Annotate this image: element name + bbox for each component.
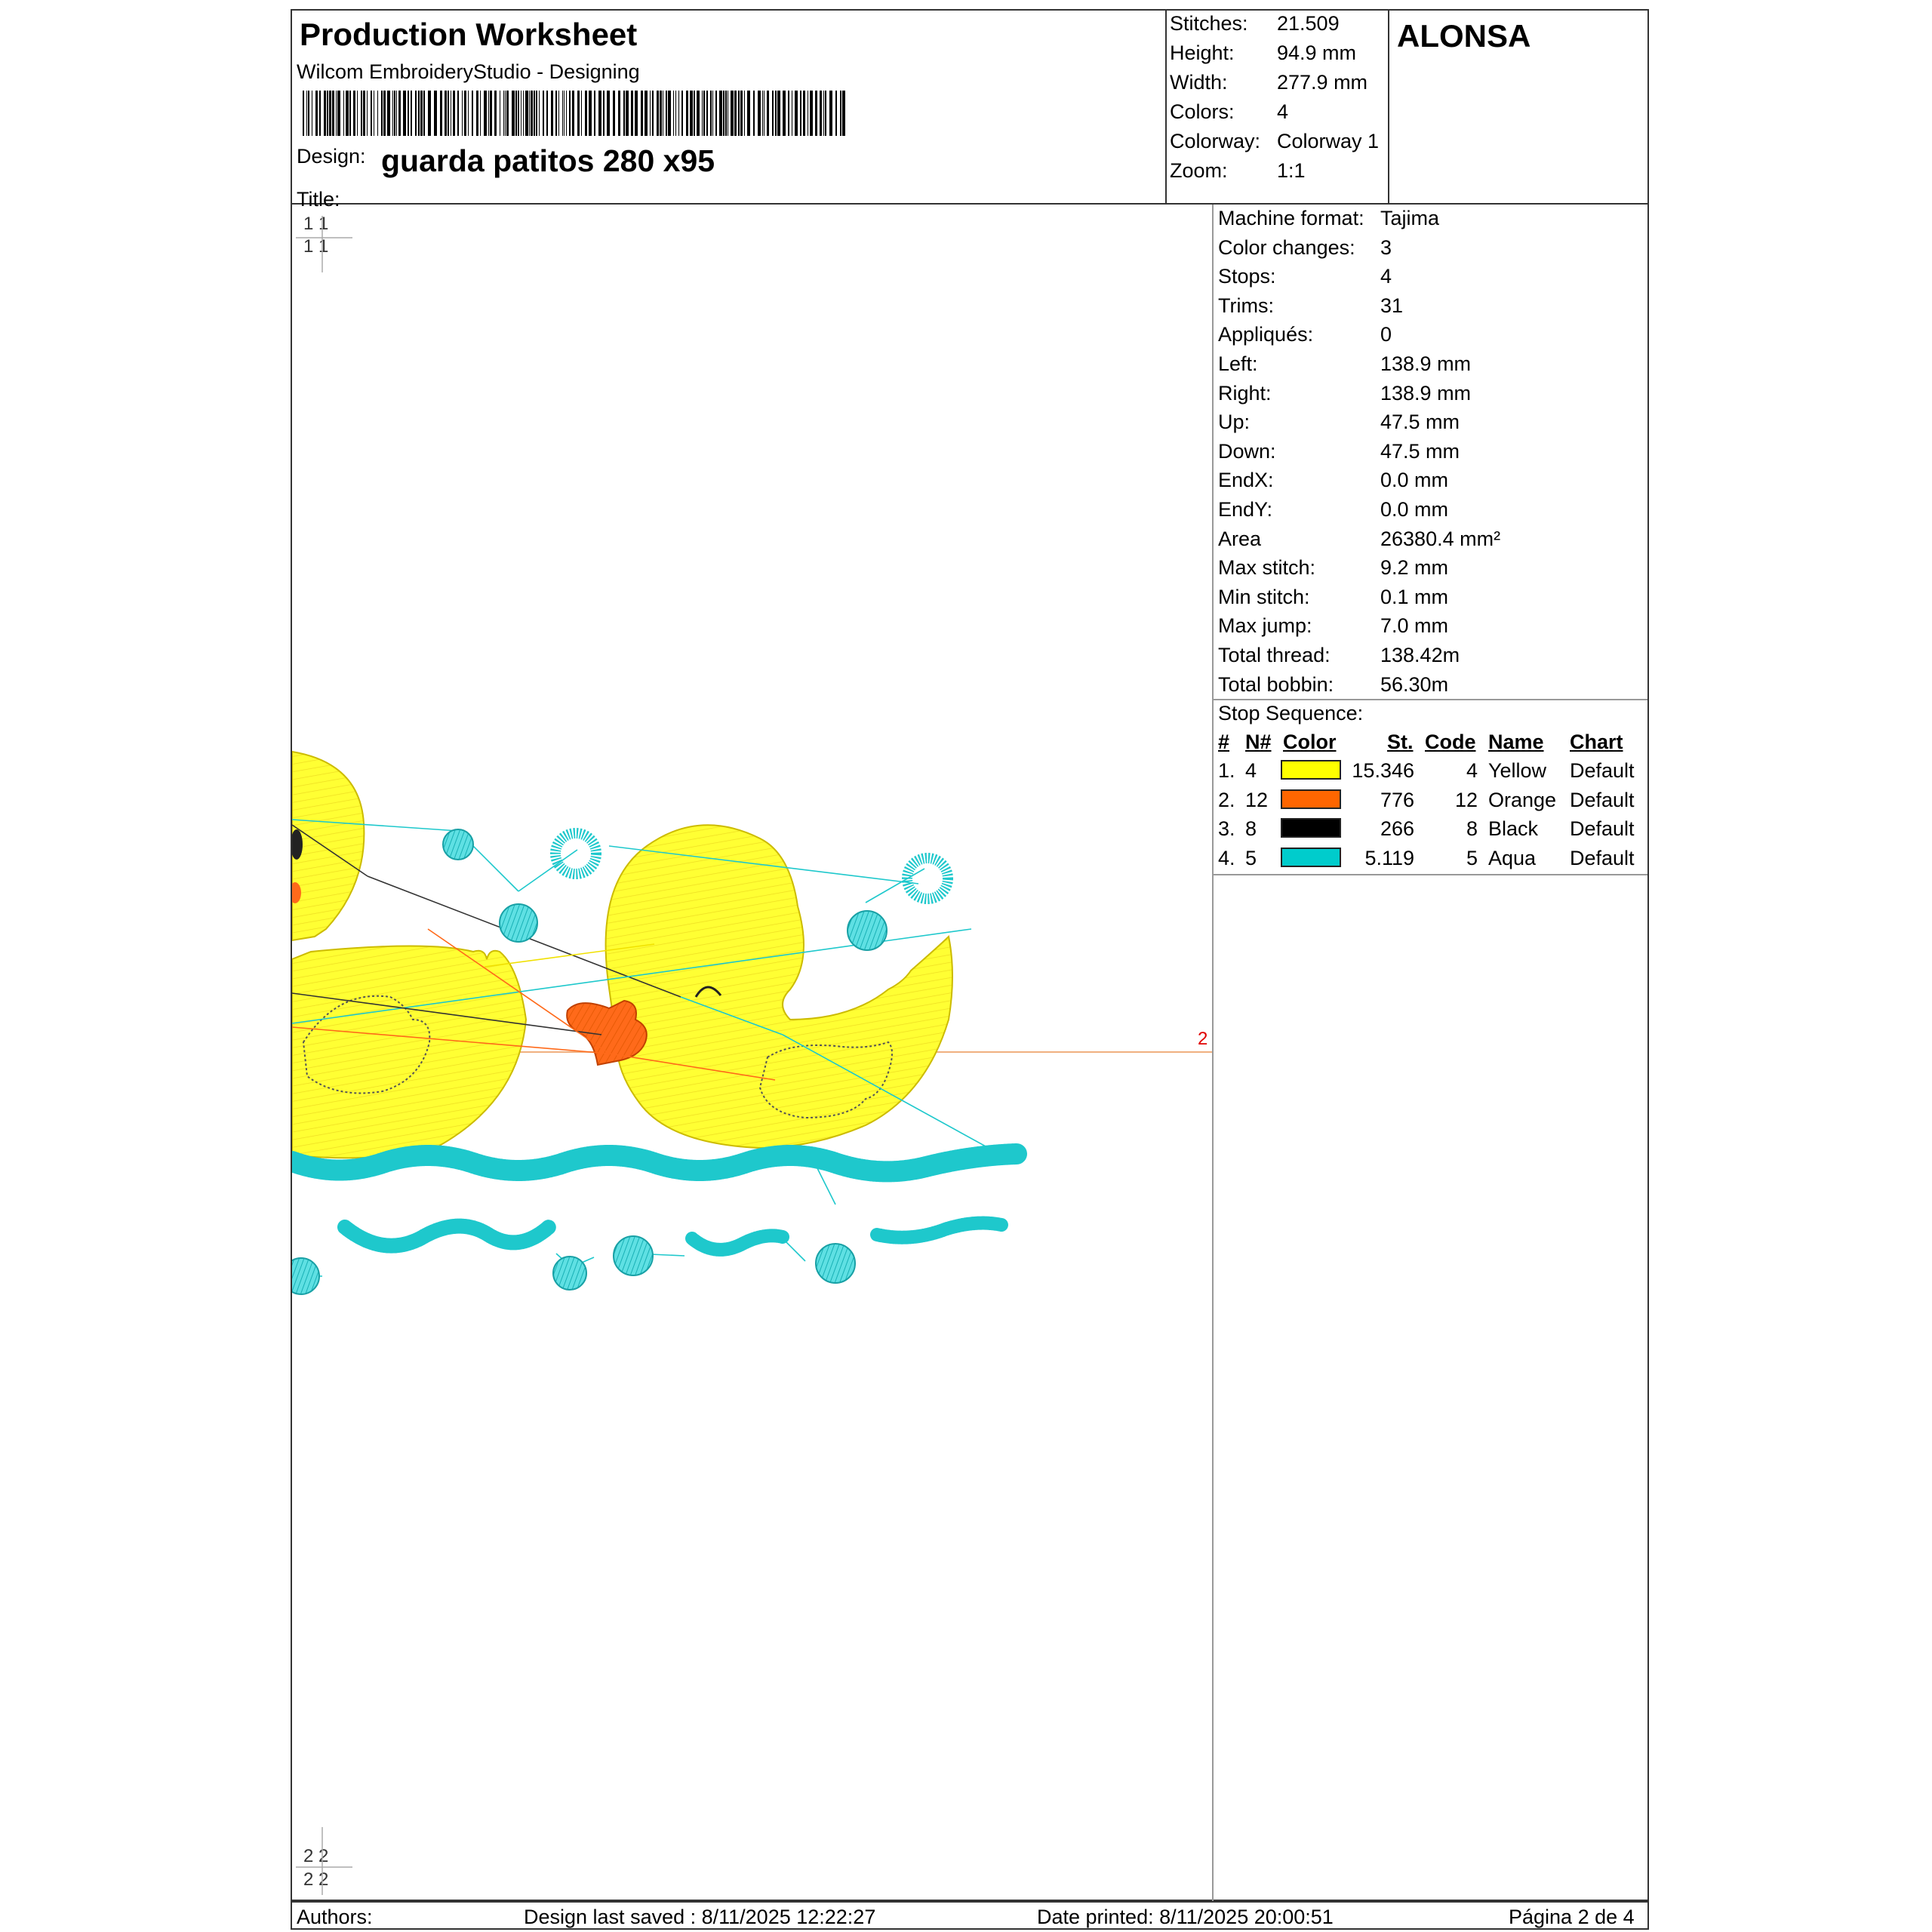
waves — [292, 1154, 1017, 1250]
stop-row-stitches: 266 — [1380, 817, 1414, 840]
stop-row-stitches: 776 — [1380, 788, 1414, 811]
barcode-bar — [327, 91, 328, 136]
barcode-bar — [525, 91, 528, 136]
barcode-bar — [434, 91, 437, 136]
barcode-bar — [515, 91, 517, 136]
barcode-bar — [518, 91, 519, 136]
barcode-bar — [308, 91, 309, 136]
stop-row-needle: 4 — [1245, 759, 1257, 782]
stop-row-number: 1. — [1218, 759, 1235, 782]
height-label: Height: — [1170, 42, 1235, 64]
barcode-bar — [777, 91, 780, 136]
barcode-bar — [543, 91, 544, 136]
bubble-filled-icon — [816, 1244, 855, 1283]
barcode-bar — [381, 91, 383, 136]
stop-header-code: Code — [1425, 731, 1476, 753]
stop-sequence-separator — [1214, 874, 1647, 875]
barcode-bar — [842, 91, 845, 136]
barcode-bar — [815, 91, 817, 136]
stitches-value: 21.509 — [1277, 12, 1340, 35]
barcode-bar — [415, 91, 417, 136]
barcode-bar — [336, 91, 337, 136]
center-duck — [567, 825, 952, 1148]
stop-row-number: 3. — [1218, 817, 1235, 840]
barcode-bar — [668, 91, 671, 136]
bubble-filled-icon — [553, 1257, 586, 1290]
stat-value: 31 — [1380, 294, 1404, 317]
barcode-bar — [645, 91, 648, 136]
barcode-bar — [731, 91, 734, 136]
wave-small-right — [877, 1223, 1001, 1238]
stop-row-name: Orange — [1488, 788, 1557, 811]
page-marker-bottom-a: 2 2 — [303, 1846, 329, 1866]
barcode-bar — [589, 91, 592, 136]
barcode-bar — [675, 91, 676, 136]
barcode-bar — [712, 91, 713, 136]
barcode-bar — [686, 91, 688, 136]
barcode-bar — [758, 91, 761, 136]
barcode-bar — [512, 91, 515, 136]
barcode-bar — [795, 91, 798, 136]
stop-row-code: 4 — [1466, 759, 1478, 782]
stop-row-color-swatch — [1281, 760, 1341, 780]
barcode-bar — [569, 91, 571, 136]
barcode-bar — [445, 91, 447, 136]
barcode-bar — [506, 91, 509, 136]
barcode-bar — [536, 91, 537, 136]
stat-label: Min stitch: — [1218, 585, 1310, 608]
barcode-bar — [694, 91, 695, 136]
page-number: Página 2 de 4 — [1509, 1906, 1635, 1928]
barcode-bar — [551, 91, 553, 136]
wave-large — [292, 1154, 1017, 1171]
barcode-bar — [472, 91, 473, 136]
barcode-bar — [377, 91, 378, 136]
stop-header-st: St. — [1387, 731, 1414, 753]
stats-separator — [1214, 699, 1647, 700]
width-value: 277.9 mm — [1277, 71, 1368, 94]
stat-label: Right: — [1218, 381, 1272, 405]
stop-sequence-title: Stop Sequence: — [1218, 702, 1364, 724]
stat-label: Left: — [1218, 352, 1258, 375]
registration-cross-bottom — [296, 1827, 352, 1895]
authors-label: Authors: — [297, 1906, 373, 1928]
barcode-bar — [835, 91, 837, 136]
barcode-bar — [462, 91, 463, 136]
bubble-filled-icon — [500, 904, 537, 942]
barcode-bar — [840, 91, 841, 136]
barcode-bar — [367, 91, 368, 136]
stop-header-name: Name — [1488, 731, 1544, 753]
barcode-bar — [303, 91, 304, 136]
barcode-bar — [562, 91, 563, 136]
stat-value: 138.42m — [1380, 644, 1460, 666]
barcode-bar — [825, 91, 826, 136]
barcode-bar — [641, 91, 643, 136]
stat-label: Max jump: — [1218, 614, 1312, 638]
barcode-bar — [566, 91, 567, 136]
barcode-bar — [800, 91, 801, 136]
stat-value: 7.0 mm — [1380, 614, 1449, 638]
barcode-bar — [635, 91, 638, 136]
barcode-bar — [702, 91, 703, 136]
barcode-bar — [723, 91, 724, 136]
barcode-bar — [738, 91, 740, 136]
barcode-bar — [534, 91, 535, 136]
stop-row-stitches: 15.346 — [1352, 759, 1414, 782]
barcode-bar — [681, 91, 683, 136]
stat-label: Appliqués: — [1218, 323, 1314, 346]
stop-row-needle: 12 — [1245, 788, 1269, 811]
design-preview-canvas — [292, 205, 1212, 1901]
barcode-bar — [631, 91, 633, 136]
design-last-saved: Design last saved : 8/11/2025 12:22:27 — [524, 1906, 876, 1928]
barcode-bar — [772, 91, 774, 136]
barcode-bar — [418, 91, 420, 136]
colorway-label: Colorway: — [1170, 130, 1261, 152]
barcode-bar — [703, 91, 705, 136]
barcode-bar — [383, 91, 386, 136]
barcode-bar — [710, 91, 712, 136]
barcode-bar — [744, 91, 745, 136]
barcode-bar — [558, 91, 559, 136]
barcode-bar — [666, 91, 667, 136]
stat-value: 0.0 mm — [1380, 469, 1449, 492]
barcode-bar — [775, 91, 777, 136]
barcode-bar — [371, 91, 372, 136]
barcode-bar — [529, 91, 530, 136]
date-printed: Date printed: 8/11/2025 20:00:51 — [1037, 1906, 1334, 1928]
barcode-bar — [448, 91, 449, 136]
design-name: guarda patitos 280 x95 — [381, 143, 715, 178]
stat-label: EndX: — [1218, 469, 1274, 492]
barcode-bar — [337, 91, 340, 136]
stat-value: 56.30m — [1380, 672, 1449, 696]
stat-value: 0 — [1380, 323, 1392, 346]
software-name: Wilcom EmbroideryStudio - Designing — [297, 60, 640, 83]
barcode-bar — [440, 91, 442, 136]
barcode-bar — [349, 91, 351, 136]
barcode-bar — [523, 91, 524, 136]
barcode-bar — [363, 91, 365, 136]
barcode-bar — [613, 91, 615, 136]
barcode-bar — [585, 91, 587, 136]
barcode-bar — [531, 91, 533, 136]
bubble-filled-icon — [443, 829, 473, 860]
barcode-bar — [464, 91, 466, 136]
barcode-bar — [457, 91, 459, 136]
stat-value: 138.9 mm — [1380, 381, 1472, 405]
stat-value: Tajima — [1380, 207, 1440, 229]
stat-value: 3 — [1380, 235, 1392, 259]
header-brand-block — [1389, 11, 1647, 203]
barcode-bar — [740, 91, 743, 136]
page-marker-top-b: 1 1 — [303, 236, 329, 257]
colors-label: Colors: — [1170, 100, 1235, 123]
barcode-bar — [346, 91, 349, 136]
barcode-bar — [572, 91, 574, 136]
barcode-bar — [329, 91, 331, 136]
barcode-bar — [603, 91, 605, 136]
barcode-bar — [650, 91, 651, 136]
colors-value: 4 — [1277, 100, 1289, 123]
wave-small-left — [345, 1226, 549, 1246]
barcode-bar — [343, 91, 344, 136]
barcode-bar — [420, 91, 423, 136]
stat-label: EndY: — [1218, 498, 1273, 521]
stop-row-color-swatch — [1281, 789, 1341, 809]
stop-row-stitches: 5.119 — [1364, 846, 1414, 869]
page-marker-bottom-b: 2 2 — [303, 1869, 329, 1890]
barcode-bar — [594, 91, 595, 136]
stop-row-code: 12 — [1454, 788, 1478, 811]
stat-value: 47.5 mm — [1380, 411, 1460, 434]
stat-label: Down: — [1218, 439, 1276, 463]
bubble-filled-icon — [614, 1236, 653, 1275]
left-duck — [292, 752, 526, 1158]
barcode-bar — [762, 91, 763, 136]
barcode-bar — [423, 91, 425, 136]
barcode-bar — [623, 91, 625, 136]
stat-value: 0.1 mm — [1380, 585, 1449, 608]
bubble-filled-icon — [848, 911, 887, 950]
barcode-bar — [392, 91, 393, 136]
bubble-ring-icon — [907, 858, 948, 899]
barcode-bar — [823, 91, 824, 136]
stop-row-chart: Default — [1570, 788, 1635, 811]
stop-header-chart: Chart — [1570, 731, 1623, 753]
stop-row-color-swatch — [1281, 848, 1341, 867]
barcode-bar — [505, 91, 506, 136]
barcode-bar — [353, 91, 355, 136]
barcode-bar — [357, 91, 358, 136]
barcode-bar — [581, 91, 582, 136]
stat-label: Max stitch: — [1218, 556, 1316, 580]
barcode-bar — [546, 91, 548, 136]
width-label: Width: — [1170, 71, 1228, 94]
stat-label: Stops: — [1218, 265, 1276, 288]
barcode-bar — [411, 91, 412, 136]
barcode-bar — [490, 91, 492, 136]
embroidery-preview — [292, 205, 1212, 1901]
stat-value: 138.9 mm — [1380, 352, 1472, 375]
stop-row-name: Black — [1488, 817, 1539, 840]
stat-value: 0.0 mm — [1380, 498, 1449, 521]
stop-header-n: N# — [1245, 731, 1272, 753]
barcode-bar — [361, 91, 362, 136]
barcode-bar — [398, 91, 401, 136]
stat-label: Total bobbin: — [1218, 672, 1334, 696]
stop-row-needle: 8 — [1245, 817, 1257, 840]
barcode-bar — [660, 91, 662, 136]
barcode-bar — [829, 91, 832, 136]
worksheet-header — [291, 9, 1649, 211]
header-design-block — [292, 11, 1167, 211]
stat-label: Total thread: — [1218, 644, 1331, 666]
page-marker-top-a: 1 1 — [303, 214, 329, 234]
stat-label: Color changes: — [1218, 235, 1355, 259]
header-summary — [1165, 11, 1389, 203]
barcode-bar — [564, 91, 565, 136]
barcode-bar — [598, 91, 601, 136]
stop-row-chart: Default — [1570, 759, 1635, 782]
barcode-bar — [725, 91, 727, 136]
stat-value: 26380.4 mm² — [1380, 527, 1501, 550]
title-label: Title: — [297, 188, 340, 211]
bubble-ring-icon — [555, 833, 596, 874]
barcode-bar — [788, 91, 789, 136]
barcode-bar — [555, 91, 557, 136]
stop-row-needle: 5 — [1245, 846, 1257, 869]
barcode-bar — [484, 91, 487, 136]
stat-label: Machine format: — [1218, 207, 1364, 229]
barcode-bar — [468, 91, 469, 136]
barcode-bar — [408, 91, 409, 136]
zoom-value: 1:1 — [1277, 159, 1306, 182]
worksheet-title: Production Worksheet — [300, 17, 638, 52]
stitches-label: Stitches: — [1170, 12, 1248, 35]
stat-value: 47.5 mm — [1380, 439, 1460, 463]
barcode-bar — [577, 91, 580, 136]
barcode-bar — [315, 91, 318, 136]
barcode-bar — [626, 91, 629, 136]
barcode-bar — [488, 91, 489, 136]
barcode-bar — [618, 91, 620, 136]
barcode-bar — [453, 91, 455, 136]
wave-small-middle — [692, 1235, 783, 1250]
height-value: 94.9 mm — [1277, 42, 1357, 64]
barcode-bar — [480, 91, 481, 136]
design-label: Design: — [297, 145, 366, 168]
stat-value: 9.2 mm — [1380, 556, 1449, 580]
stat-value: 4 — [1380, 265, 1392, 288]
barcode-bar — [607, 91, 610, 136]
registration-cross-top — [296, 216, 352, 272]
stat-label: Up: — [1218, 411, 1251, 434]
barcode-bar — [753, 91, 755, 136]
barcode-bar — [396, 91, 397, 136]
stop-row-chart: Default — [1570, 817, 1635, 840]
barcode-bar — [747, 91, 750, 136]
barcode-bar — [697, 91, 700, 136]
stop-row-color-swatch — [1281, 818, 1341, 838]
barcode-bar — [494, 91, 497, 136]
stop-header-num: # — [1218, 731, 1230, 753]
stat-label: Trims: — [1218, 294, 1274, 317]
barcode-bar — [673, 91, 674, 136]
barcode-bar — [476, 91, 478, 136]
barcode-bar — [428, 91, 431, 136]
barcode-bar — [503, 91, 504, 136]
barcode-bar — [706, 91, 708, 136]
stop-row-name: Yellow — [1488, 759, 1547, 782]
brand-name: ALONSA — [1397, 18, 1531, 54]
barcode-bar — [539, 91, 540, 136]
barcode-bar — [324, 91, 326, 136]
barcode-bar — [394, 91, 395, 136]
stop-row-number: 4. — [1218, 846, 1235, 869]
barcode-bar — [734, 91, 737, 136]
barcode-bar — [657, 91, 659, 136]
barcode-bar — [803, 91, 805, 136]
barcode — [303, 91, 850, 136]
stop-row-name: Aqua — [1488, 846, 1537, 869]
barcode-bar — [319, 91, 321, 136]
stop-row-code: 8 — [1466, 817, 1478, 840]
barcode-bar — [719, 91, 722, 136]
barcode-bar — [810, 91, 813, 136]
panel-divider — [1212, 205, 1214, 1901]
stop-row-number: 2. — [1218, 788, 1235, 811]
stop-row-chart: Default — [1570, 846, 1635, 869]
barcode-bar — [783, 91, 786, 136]
barcode-bar — [306, 91, 307, 136]
barcode-bar — [403, 91, 406, 136]
barcode-bar — [690, 91, 693, 136]
barcode-bar — [652, 91, 654, 136]
colorway-value: Colorway 1 — [1277, 130, 1380, 152]
barcode-bar — [767, 91, 769, 136]
bubble-filled-icon — [292, 1258, 319, 1294]
page-guide-label: 2 — [1198, 1029, 1208, 1049]
stat-label: Area — [1218, 527, 1262, 550]
barcode-bar — [678, 91, 679, 136]
worksheet-footer — [291, 1901, 1649, 1930]
barcode-bar — [715, 91, 717, 136]
stop-row-code: 5 — [1466, 846, 1478, 869]
stop-header-color: Color — [1283, 731, 1337, 753]
barcode-bar — [820, 91, 822, 136]
barcode-bar — [332, 91, 334, 136]
zoom-label: Zoom: — [1170, 159, 1228, 182]
barcode-bar — [387, 91, 390, 136]
